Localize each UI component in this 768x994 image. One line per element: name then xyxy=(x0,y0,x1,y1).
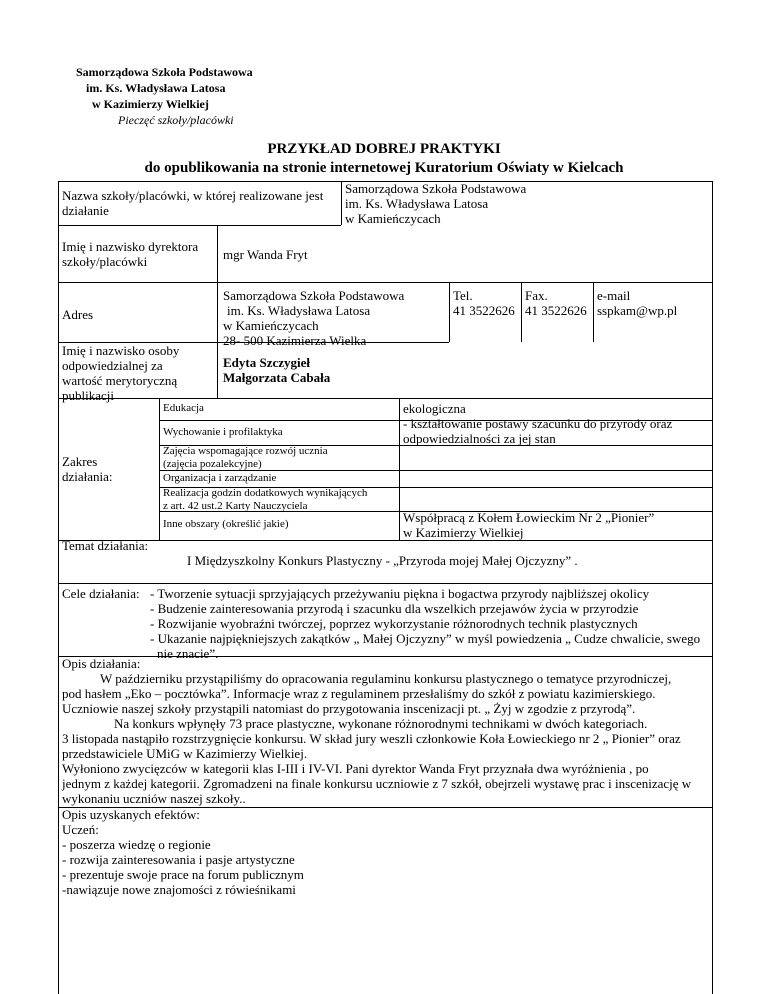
goal-item: nie znacie”. xyxy=(157,646,219,661)
topic-value: I Międzyszkolny Konkurs Plastyczny - „Przyroda mojej Małej Ojczyzny” . xyxy=(187,553,578,568)
effect-item: - poszerza wiedzę o regionie xyxy=(62,837,211,852)
stamp-line: w Kazimierzy Wielkiej xyxy=(92,97,209,111)
effect-item: - prezentuje swoje prace na forum publicznym xyxy=(62,867,304,882)
description-line: jednym z każdej kategorii. Zgromadzeni na finale konkursu uczniowie z 7 szkół, obejrzeli wystawę prac i inscenizację w xyxy=(62,776,692,791)
col-divider xyxy=(217,225,218,398)
responsible-persons: Edyta Szczygieł Małgorzata Cabała xyxy=(223,355,331,385)
school-name-value: Samorządowa Szkoła Podstawowa im. Ks. Władysława Latosa w Kamieńczycach xyxy=(345,181,527,226)
goals-label: Cele działania: xyxy=(62,586,140,601)
title-line: do opublikowania na stronie internetowej Kuratorium Oświaty w Kielcach xyxy=(144,160,624,176)
stamp-line: im. Ks. Władysława Latosa xyxy=(86,81,226,95)
director-value: mgr Wanda Fryt xyxy=(223,247,308,262)
scope-value: ekologiczna xyxy=(403,401,466,416)
col-divider xyxy=(159,398,160,540)
description-line: pod hasłem „Eko – pocztówka”. Informacje wraz z regulaminem przesłaliśmy do szkół z powiatu kazimierskiego. xyxy=(62,686,656,701)
goal-item: - Rozwijanie wyobraźni twórczej, poprzez wykorzystanie różnorodnych technik plastycznych xyxy=(150,616,638,631)
col-divider xyxy=(521,282,522,342)
scope-item: Zajęcia wspomagające rozwój ucznia (zajęcia pozalekcyjne) xyxy=(163,445,328,470)
description-line: Uczniowie naszej szkoły przystąpili natomiast do przygotowania inscenizacji pt. „ Żyj w zgodzie z przyrodą”. xyxy=(62,701,636,716)
director-label: Imię i nazwisko dyrektora szkoły/placówki xyxy=(62,239,199,269)
scope-item: Organizacja i zarządzanie xyxy=(163,472,277,484)
col-divider xyxy=(449,282,450,342)
row-divider xyxy=(59,282,712,283)
effect-item: -nawiązuje nowe znajomości z rówieśnikami xyxy=(62,882,296,897)
fax-field: Fax. 41 3522626 xyxy=(525,288,587,318)
school-name-label: Nazwa szkoły/placówki, w której realizowane jest działanie xyxy=(62,188,324,218)
scope-label: Zakres działania: xyxy=(62,454,113,484)
effects-label: Opis uzyskanych efektów: xyxy=(62,807,200,822)
form-table xyxy=(58,181,713,994)
description-line: przedstawiciele UMiG w Kazimierzy Wielkiej. xyxy=(62,746,308,761)
scope-item: Edukacja xyxy=(163,402,204,414)
row-divider xyxy=(59,225,341,226)
effects-subject: Uczeń: xyxy=(62,822,99,837)
phone-field: Tel. 41 3522626 xyxy=(453,288,515,318)
row-divider xyxy=(59,540,712,541)
scope-item: Wychowanie i profilaktyka xyxy=(163,426,283,438)
goal-item: - Budzenie zainteresowania przyrodą i szacunku dla wszelkich przejawów życia w przyrodzie xyxy=(150,601,639,616)
title-line: PRZYKŁAD DOBREJ PRAKTYKI xyxy=(267,141,501,157)
col-divider xyxy=(399,398,400,540)
address-value: Samorządowa Szkoła Podstawowa im. Ks. Władysława Latosa w Kamieńczycach 28- 500 Kazimierza Wielka xyxy=(223,288,405,348)
description-line: Na konkurs wpłynęły 73 prace plastyczne, wykonane różnorodnymi technikami w dwóch kategoriach. xyxy=(114,716,648,731)
effects-block xyxy=(62,807,712,897)
description-label: Opis działania: xyxy=(62,656,141,671)
effect-item: - rozwija zainteresowania i pasje artystyczne xyxy=(62,852,295,867)
scope-value: - kształtowanie postawy szacunku do przyrody oraz odpowiedzialności za jej stan xyxy=(403,416,673,446)
address-label: Adres xyxy=(62,307,94,322)
responsible-label: Imię i nazwisko osoby odpowiedzialnej za wartość merytoryczną publikacji xyxy=(62,343,180,403)
description-block xyxy=(62,656,712,806)
topic-label: Temat działania: xyxy=(62,538,149,553)
goal-item: - Ukazanie najpiękniejszych zakątków „ Małej Ojczyzny” w myśl powiedzenia „ Cudze chwalicie, swego xyxy=(150,631,701,646)
scope-item: Inne obszary (określić jakie) xyxy=(163,518,289,530)
description-line: wykonaniu uczniów naszej szkoły.. xyxy=(62,791,246,806)
email-field: e-mail sspkam@wp.pl xyxy=(597,288,678,318)
col-divider xyxy=(593,282,594,342)
stamp-caption: Pieczęć szkoły/placówki xyxy=(118,113,234,127)
description-line: Wyłoniono zwycięzców w kategorii klas I-III i IV-VI. Pani dyrektor Wanda Fryt przyznała dwa wyróżnienia , po xyxy=(62,761,649,776)
stamp-line: Samorządowa Szkoła Podstawowa xyxy=(76,65,253,79)
scope-value: Współpracą z Kołem Łowieckim Nr 2 „Pionier” w Kazimierzy Wielkiej xyxy=(403,510,655,540)
school-stamp xyxy=(76,64,253,128)
scope-item: Realizacja godzin dodatkowych wynikających z art. 42 ust.2 Karty Nauczyciela xyxy=(163,487,368,512)
description-line: 3 listopada nastąpiło rozstrzygnięcie konkursu. W skład jury weszli członkowie Koła Łowieckiego nr 2 „ Pionier” oraz xyxy=(62,731,681,746)
row-divider xyxy=(59,583,712,584)
goals-list xyxy=(150,586,710,661)
goal-item: - Tworzenie sytuacji sprzyjających przeżywaniu piękna i bogactwa przyrody najbliższej okolicy xyxy=(150,586,650,601)
description-line: W październiku przystąpiliśmy do opracowania regulaminu konkursu plastycznego o tematyce przyrodniczej, xyxy=(100,671,672,686)
document-title xyxy=(0,140,768,178)
